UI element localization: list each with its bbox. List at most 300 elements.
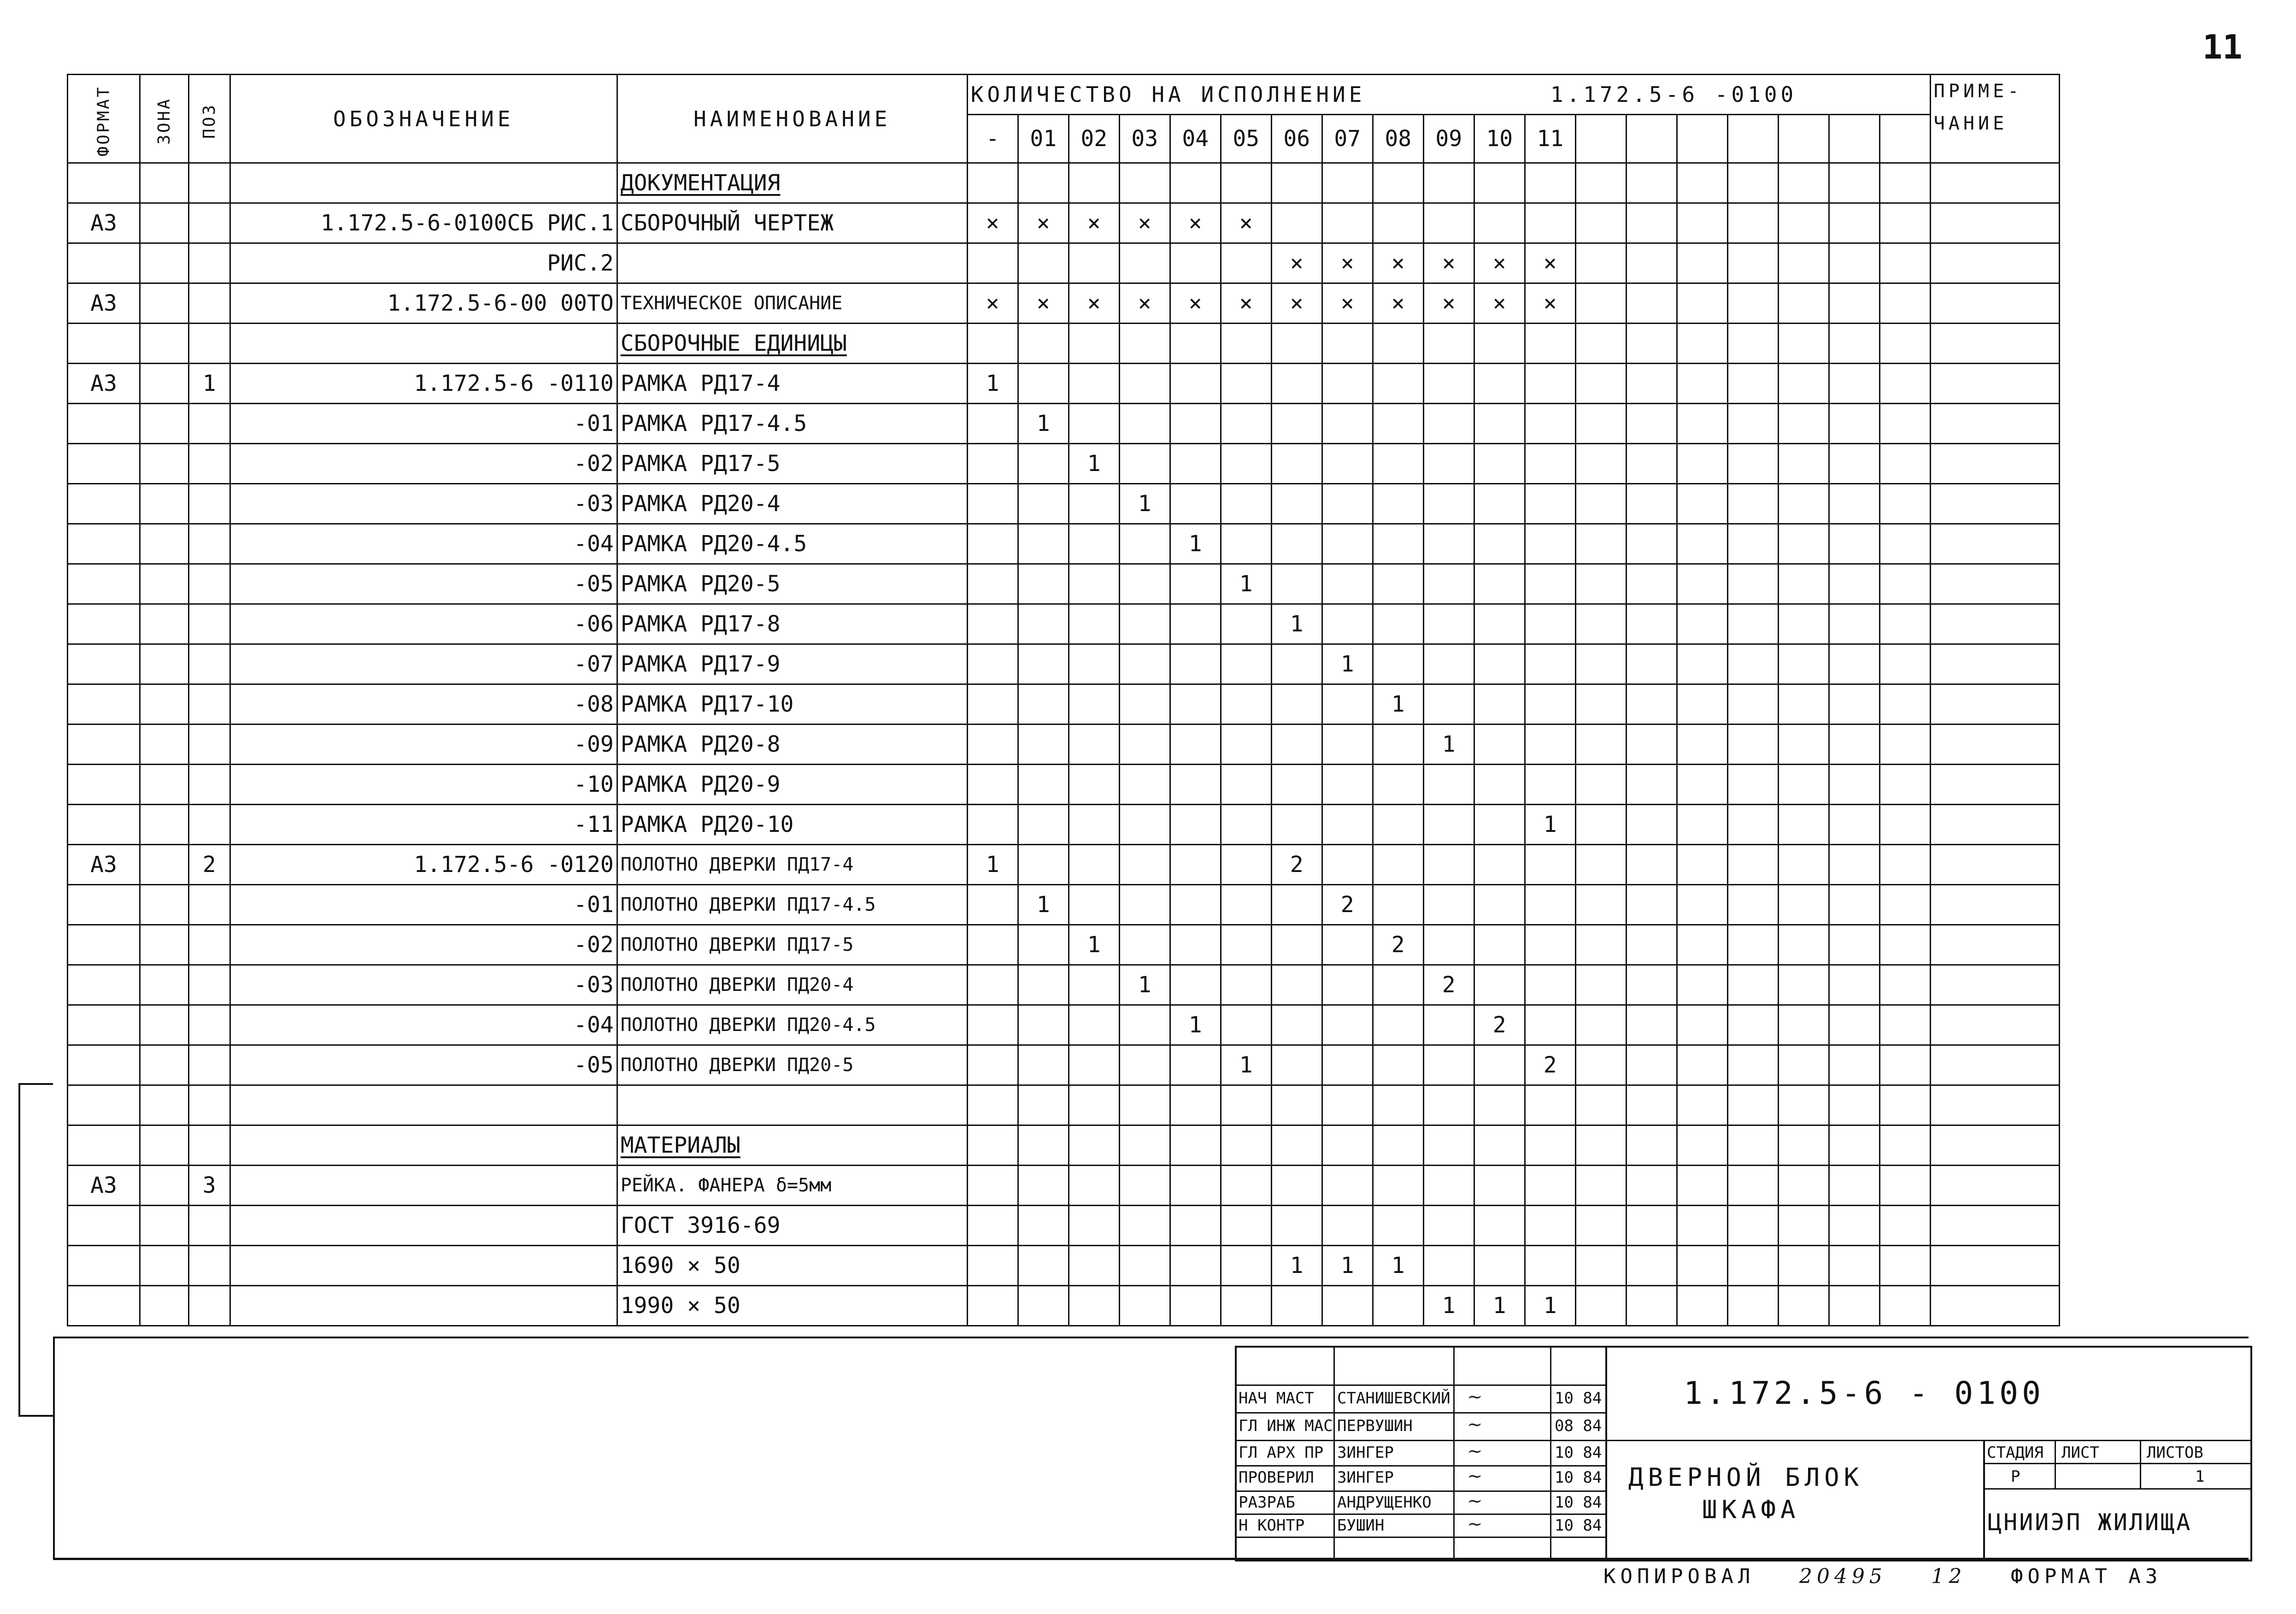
quantity-cell (1018, 1045, 1069, 1085)
quantity-cell (1069, 163, 1119, 203)
quantity-cell (1677, 484, 1727, 524)
document-code: 1.172.5-6 - 0100 (1684, 1375, 2045, 1412)
quantity-cell (1575, 684, 1626, 725)
frame-line (53, 1337, 55, 1558)
quantity-cell (1170, 965, 1221, 1005)
quantity-cell (1879, 283, 1930, 324)
name-cell: РАМКА РД17-9 (617, 644, 967, 684)
format-cell (68, 885, 140, 925)
format-cell (68, 524, 140, 564)
zone-cell (140, 1166, 189, 1206)
zone-cell (140, 484, 189, 524)
quantity-cell (1221, 163, 1271, 203)
quantity-cell: × (1119, 283, 1170, 324)
designation-cell: -03 (230, 965, 617, 1005)
quantity-cell: 1 (1170, 1005, 1221, 1045)
quantity-cell (1373, 1166, 1423, 1206)
quantity-cell (1727, 765, 1778, 805)
quantity-cell (1221, 885, 1271, 925)
quantity-cell (1373, 324, 1423, 364)
quantity-cell (1525, 1166, 1575, 1206)
quantity-cell (1626, 324, 1677, 364)
spec-row (68, 243, 2060, 283)
quantity-cell (1170, 725, 1221, 765)
signature-date: 08 84 (1555, 1417, 1602, 1435)
spec-row (68, 1045, 2060, 1085)
quantity-cell (1322, 684, 1373, 725)
name-cell (617, 243, 967, 283)
quantity-cell (1322, 604, 1373, 644)
quantity-cell (1271, 925, 1322, 965)
note-cell (1930, 484, 2059, 524)
quantity-cell (1626, 1085, 1677, 1125)
specification-table (67, 74, 2060, 1326)
designation-cell: -01 (230, 885, 617, 925)
quantity-cell (1575, 604, 1626, 644)
zone-cell (140, 564, 189, 604)
quantity-cell (967, 324, 1018, 364)
quantity-cell (1677, 725, 1727, 765)
quantity-cell (1119, 1085, 1170, 1125)
designation-cell: -05 (230, 564, 617, 604)
signature-role: РАЗРАБ (1239, 1493, 1295, 1512)
position-cell (188, 243, 230, 283)
quantity-cell (1727, 604, 1778, 644)
quantity-cell (1575, 845, 1626, 885)
signature-date: 10 84 (1555, 1389, 1602, 1408)
variant-header-cell: 01 (1018, 115, 1069, 163)
name-cell: ПОЛОТНО ДВЕРКИ ПД17-4 (617, 845, 967, 885)
quantity-cell: × (1170, 203, 1221, 243)
quantity-cell (1170, 243, 1221, 283)
quantity-cell (1575, 644, 1626, 684)
quantity-cell (1018, 484, 1069, 524)
quantity-cell (1626, 1246, 1677, 1286)
quantity-cell: 2 (1474, 1005, 1525, 1045)
quantity-cell (1879, 1246, 1930, 1286)
format-cell (68, 1085, 140, 1125)
quantity-cell (1119, 684, 1170, 725)
quantity-cell (1778, 524, 1829, 564)
quantity-cell (1271, 404, 1322, 444)
quantity-cell (1829, 283, 1879, 324)
note-cell (1930, 885, 2059, 925)
quantity-cell (1474, 925, 1525, 965)
quantity-cell (1221, 1246, 1271, 1286)
quantity-cell (1018, 644, 1069, 684)
note-cell (1930, 1005, 2059, 1045)
quantity-cell (1677, 524, 1727, 564)
quantity-cell (1879, 845, 1930, 885)
format-cell (68, 765, 140, 805)
quantity-cell (1677, 684, 1727, 725)
quantity-cell (1575, 1206, 1626, 1246)
quantity-cell: 2 (1373, 925, 1423, 965)
quantity-cell (1271, 324, 1322, 364)
quantity-cell (1879, 805, 1930, 845)
header-pos: ПОЗ (188, 75, 230, 163)
quantity-cell (1119, 1246, 1170, 1286)
quantity-cell (1474, 725, 1525, 765)
quantity-cell (1373, 1286, 1423, 1326)
quantity-cell (1373, 805, 1423, 845)
quantity-cell (1626, 1045, 1677, 1085)
zone-cell (140, 203, 189, 243)
quantity-cell (1829, 1085, 1879, 1125)
quantity-cell (1373, 1125, 1423, 1166)
spec-row (68, 644, 2060, 684)
quantity-cell (1829, 243, 1879, 283)
quantity-cell (1170, 444, 1221, 484)
quantity-cell (1829, 965, 1879, 1005)
quantity-cell (967, 765, 1018, 805)
quantity-cell (1879, 604, 1930, 644)
quantity-cell (1626, 965, 1677, 1005)
quantity-cell: × (1018, 203, 1069, 243)
quantity-cell (1727, 684, 1778, 725)
format-cell (68, 243, 140, 283)
quantity-cell (1423, 163, 1474, 203)
quantity-cell (1170, 604, 1221, 644)
spec-row (68, 404, 2060, 444)
quantity-cell (1423, 1085, 1474, 1125)
quantity-cell (1677, 845, 1727, 885)
quantity-cell (1373, 1206, 1423, 1246)
quantity-cell (1778, 364, 1829, 404)
quantity-cell (1575, 564, 1626, 604)
quantity-cell (1575, 524, 1626, 564)
quantity-cell (1018, 243, 1069, 283)
quantity-cell (1018, 765, 1069, 805)
quantity-cell (1221, 765, 1271, 805)
quantity-cell (1829, 725, 1879, 765)
quantity-cell (1778, 283, 1829, 324)
spec-row (68, 965, 2060, 1005)
spec-row (68, 484, 2060, 524)
quantity-cell (1626, 564, 1677, 604)
quantity-cell (1119, 885, 1170, 925)
quantity-cell (1069, 524, 1119, 564)
quantity-cell (967, 1085, 1018, 1125)
quantity-cell: × (1069, 203, 1119, 243)
quantity-cell: × (1423, 283, 1474, 324)
quantity-cell (1879, 644, 1930, 684)
quantity-cell (1727, 925, 1778, 965)
quantity-cell: 1 (967, 845, 1018, 885)
designation-cell: -07 (230, 644, 617, 684)
quantity-cell (1373, 444, 1423, 484)
quantity-cell (1525, 404, 1575, 444)
quantity-cell (1271, 564, 1322, 604)
quantity-cell (1778, 1005, 1829, 1045)
header-name: НАИМЕНОВАНИЕ (617, 75, 967, 163)
quantity-cell (1778, 243, 1829, 283)
signature-role: НАЧ МАСТ (1239, 1389, 1314, 1408)
quantity-cell (1322, 564, 1373, 604)
quantity-cell: × (1474, 243, 1525, 283)
format-cell (68, 925, 140, 965)
note-cell (1930, 965, 2059, 1005)
position-cell (188, 1005, 230, 1045)
quantity-cell (1322, 1125, 1373, 1166)
quantity-cell (1221, 805, 1271, 845)
quantity-cell: × (1221, 203, 1271, 243)
quantity-cell (1829, 203, 1879, 243)
quantity-cell (1727, 564, 1778, 604)
quantity-cell (1474, 1246, 1525, 1286)
frame-mark (18, 1083, 53, 1085)
position-cell (188, 564, 230, 604)
note-cell (1930, 725, 2059, 765)
quantity-cell: 1 (1221, 564, 1271, 604)
name-cell: РАМКА РД17-4.5 (617, 404, 967, 444)
quantity-cell (1829, 1005, 1879, 1045)
quantity-cell (1879, 444, 1930, 484)
zone-cell (140, 324, 189, 364)
note-cell (1930, 203, 2059, 243)
quantity-cell (1271, 1166, 1322, 1206)
name-cell: РАМКА РД17-4 (617, 364, 967, 404)
quantity-cell (1373, 885, 1423, 925)
quantity-cell (1221, 604, 1271, 644)
format-cell (68, 1206, 140, 1246)
quantity-cell (1525, 1206, 1575, 1246)
quantity-cell (1677, 885, 1727, 925)
quantity-cell (1170, 1246, 1221, 1286)
quantity-cell (1119, 444, 1170, 484)
quantity-cell (1069, 1246, 1119, 1286)
quantity-cell (1778, 644, 1829, 684)
quantity-cell (1069, 324, 1119, 364)
quantity-cell (1879, 364, 1930, 404)
quantity-cell (1727, 1005, 1778, 1045)
quantity-cell (1829, 444, 1879, 484)
quantity-cell (1474, 1085, 1525, 1125)
quantity-cell (1879, 524, 1930, 564)
sheets-label: ЛИСТОВ (2147, 1443, 2203, 1462)
note-cell (1930, 1166, 2059, 1206)
quantity-cell (1626, 1005, 1677, 1045)
quantity-cell (1778, 163, 1829, 203)
quantity-cell (1069, 604, 1119, 644)
quantity-cell (1879, 163, 1930, 203)
quantity-cell (967, 1045, 1018, 1085)
quantity-cell: × (1271, 283, 1322, 324)
quantity-cell (1069, 1005, 1119, 1045)
quantity-cell (1677, 1125, 1727, 1166)
quantity-cell (1018, 604, 1069, 644)
quantity-cell (1727, 163, 1778, 203)
quantity-cell (1373, 524, 1423, 564)
quantity-cell (967, 1005, 1018, 1045)
quantity-cell (1626, 283, 1677, 324)
variant-header-cell: 07 (1322, 115, 1373, 163)
title-block (1235, 1346, 2252, 1561)
quantity-cell (1626, 845, 1677, 885)
quantity-cell (1018, 965, 1069, 1005)
quantity-cell (1626, 524, 1677, 564)
quantity-cell (1677, 1045, 1727, 1085)
quantity-cell (1525, 965, 1575, 1005)
quantity-cell (967, 163, 1018, 203)
designation-cell: -03 (230, 484, 617, 524)
zone-cell (140, 1206, 189, 1246)
quantity-cell (1879, 1286, 1930, 1326)
position-cell (188, 283, 230, 324)
quantity-cell (1170, 564, 1221, 604)
quantity-cell (1727, 1206, 1778, 1246)
quantity-cell (1525, 604, 1575, 644)
quantity-cell: × (1069, 283, 1119, 324)
frame-line (53, 1337, 2249, 1338)
note-cell (1930, 1125, 2059, 1166)
quantity-cell: 2 (1322, 885, 1373, 925)
quantity-cell (1727, 1166, 1778, 1206)
quantity-cell: 1 (1018, 885, 1069, 925)
zone-cell (140, 404, 189, 444)
header-note: ПРИМЕ-ЧАНИЕ (1930, 75, 2059, 163)
spec-row (68, 885, 2060, 925)
quantity-cell: 1 (967, 364, 1018, 404)
quantity-cell: × (967, 203, 1018, 243)
quantity-cell (1423, 444, 1474, 484)
quantity-cell (1170, 324, 1221, 364)
quantity-cell (1221, 524, 1271, 564)
quantity-cell (1575, 324, 1626, 364)
quantity-cell (1069, 484, 1119, 524)
handwritten-signature: ~ (1467, 1514, 1483, 1535)
note-cell (1930, 845, 2059, 885)
quantity-cell (1423, 805, 1474, 845)
quantity-cell (1727, 243, 1778, 283)
quantity-cell (1778, 925, 1829, 965)
quantity-cell (1474, 364, 1525, 404)
quantity-cell (967, 1166, 1018, 1206)
frame-mark (18, 1083, 20, 1415)
quantity-cell (1727, 1286, 1778, 1326)
quantity-cell: × (1119, 203, 1170, 243)
product-name-line2: ШКАФА (1702, 1495, 1800, 1524)
quantity-cell (1474, 1045, 1525, 1085)
quantity-cell (1119, 364, 1170, 404)
quantity-cell (1221, 243, 1271, 283)
quantity-cell (1626, 925, 1677, 965)
designation-cell: -02 (230, 444, 617, 484)
format-cell: А3 (68, 283, 140, 324)
quantity-cell (1271, 1206, 1322, 1246)
quantity-cell (1373, 725, 1423, 765)
name-cell: ГОСТ 3916-69 (617, 1206, 967, 1246)
note-cell (1930, 243, 2059, 283)
quantity-cell (1170, 1085, 1221, 1125)
quantity-cell (1221, 404, 1271, 444)
quantity-cell (1373, 845, 1423, 885)
spec-row (68, 444, 2060, 484)
quantity-cell (1829, 364, 1879, 404)
quantity-cell (1677, 203, 1727, 243)
quantity-cell (1221, 324, 1271, 364)
quantity-cell (1373, 1005, 1423, 1045)
quantity-cell (1677, 324, 1727, 364)
quantity-cell (1119, 324, 1170, 364)
quantity-cell (1170, 644, 1221, 684)
variant-header-cell (1575, 115, 1626, 163)
quantity-cell (1221, 925, 1271, 965)
name-cell (617, 1125, 967, 1166)
section-row (68, 324, 2060, 364)
quantity-cell (1727, 1045, 1778, 1085)
position-cell (188, 1125, 230, 1166)
quantity-cell (1018, 524, 1069, 564)
quantity-cell: 1 (1271, 1246, 1322, 1286)
quantity-cell: 1 (1170, 524, 1221, 564)
zone-cell (140, 925, 189, 965)
quantity-cell (1373, 364, 1423, 404)
quantity-cell (1575, 1085, 1626, 1125)
quantity-cell (1373, 484, 1423, 524)
zone-cell (140, 444, 189, 484)
quantity-cell (1829, 765, 1879, 805)
quantity-cell (1626, 163, 1677, 203)
quantity-cell: 1 (1423, 1286, 1474, 1326)
quantity-cell (1879, 1125, 1930, 1166)
quantity-cell (1119, 564, 1170, 604)
quantity-cell (1119, 604, 1170, 644)
quantity-cell (1221, 684, 1271, 725)
quantity-cell (1626, 725, 1677, 765)
quantity-cell (1879, 965, 1930, 1005)
quantity-cell (1829, 1045, 1879, 1085)
quantity-cell (1727, 283, 1778, 324)
quantity-cell (1322, 163, 1373, 203)
quantity-cell (1727, 1246, 1778, 1286)
quantity-cell (967, 684, 1018, 725)
spec-row (68, 203, 2060, 243)
format-cell (68, 725, 140, 765)
quantity-cell (1474, 965, 1525, 1005)
quantity-cell (1778, 765, 1829, 805)
quantity-cell (1373, 604, 1423, 644)
quantity-cell (1018, 163, 1069, 203)
quantity-cell (967, 404, 1018, 444)
quantity-cell (1069, 1166, 1119, 1206)
quantity-cell (1069, 243, 1119, 283)
quantity-cell (1829, 925, 1879, 965)
quantity-cell (1474, 524, 1525, 564)
note-cell (1930, 925, 2059, 965)
format-cell: А3 (68, 364, 140, 404)
quantity-cell (1575, 1246, 1626, 1286)
quantity-cell (1119, 404, 1170, 444)
signature-name: ЗИНГЕР (1337, 1443, 1394, 1462)
quantity-cell (1018, 1166, 1069, 1206)
sheets-value: 1 (2195, 1467, 2205, 1486)
position-cell (188, 444, 230, 484)
quantity-cell (1221, 845, 1271, 885)
quantity-cell (1271, 524, 1322, 564)
quantity-cell (1879, 324, 1930, 364)
section-title: МАТЕРИАЛЫ (620, 1132, 740, 1158)
quantity-cell (1271, 484, 1322, 524)
quantity-cell: 1 (1221, 1045, 1271, 1085)
quantity-cell (1525, 684, 1575, 725)
name-cell: РАМКА РД20-4.5 (617, 524, 967, 564)
quantity-cell (1626, 644, 1677, 684)
quantity-cell (1879, 1045, 1930, 1085)
quantity-cell (1525, 163, 1575, 203)
quantity-cell (1626, 404, 1677, 444)
quantity-cell (1221, 1125, 1271, 1166)
